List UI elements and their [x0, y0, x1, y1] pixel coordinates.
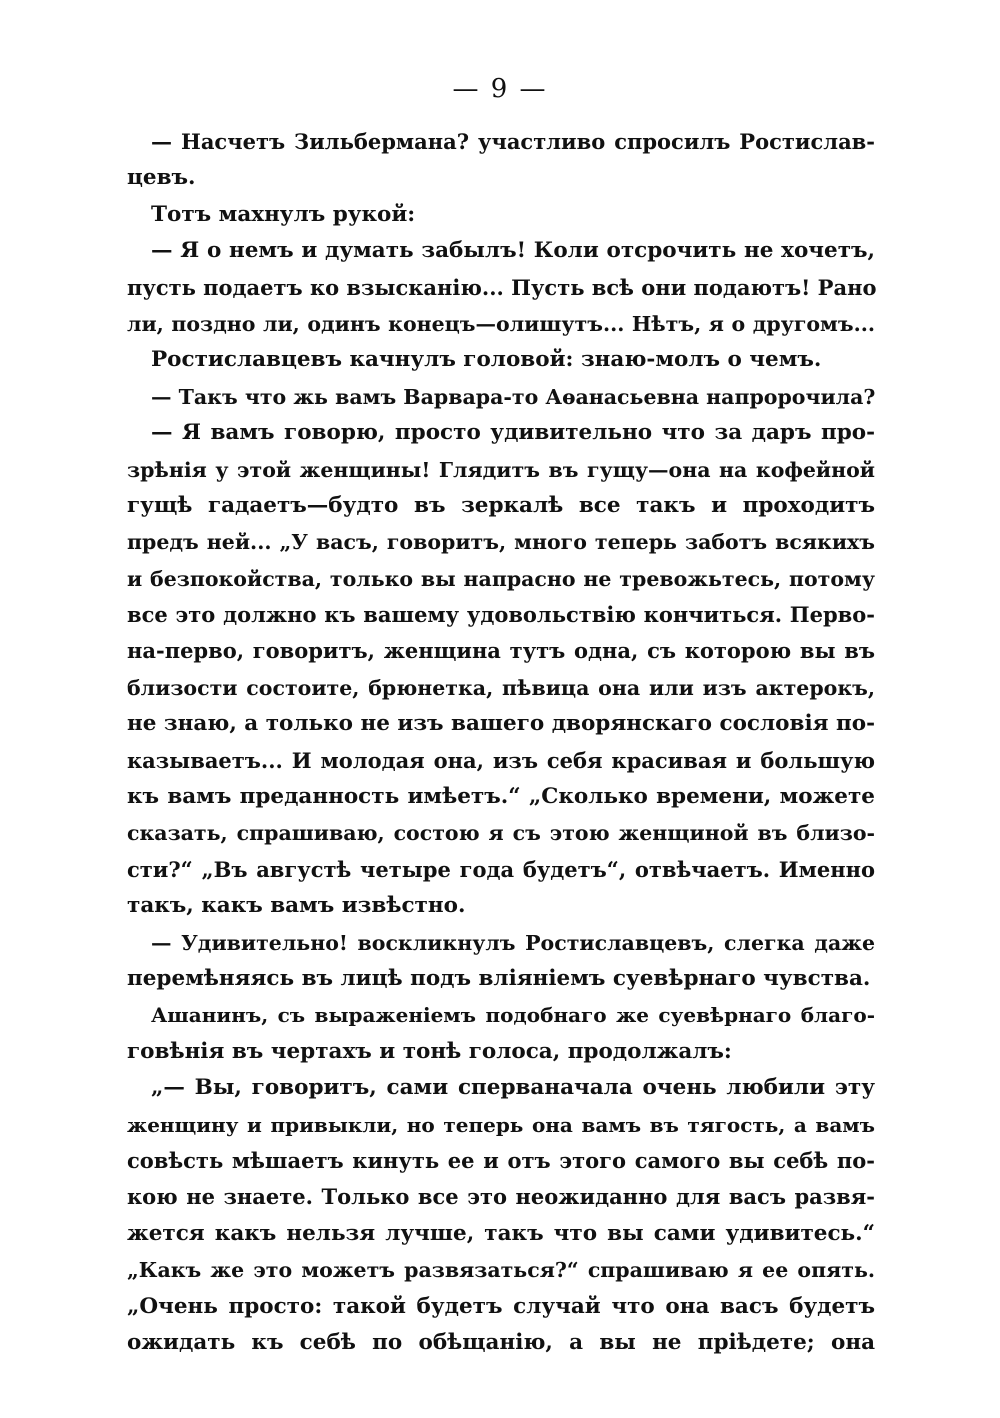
text-line: на-перво, говоритъ, женщина тутъ одна, съ которою вы въ — [127, 638, 875, 664]
text-line: Ашанинъ, съ выраженіемъ подобнаго же суевѣрнаго благо- — [151, 1003, 875, 1028]
text-line: перемѣняясь въ лицѣ подъ вліяніемъ суевѣрнаго чувства. — [127, 965, 871, 991]
text-line: — Такъ что жь вамъ Варвара-то Аѳанасьевна напророчила? — [151, 384, 876, 409]
text-line: „Какъ же это можетъ развязаться?“ спрашиваю я ее опять. — [127, 1258, 875, 1283]
text-line: сказать, спрашиваю, состою я съ этою женщиной въ близо- — [127, 821, 875, 846]
text-line: гущѣ гадаетъ—будто въ зеркалѣ все такъ и проходитъ — [127, 492, 875, 518]
text-line: и безпокойства, только вы напрасно не тревожьтесь, потому — [127, 566, 875, 591]
text-line: близости состоите, брюнетка, пѣвица она или изъ актерокъ, — [127, 675, 875, 700]
text-line: все это должно къ вашему удовольствію кончиться. Перво- — [127, 602, 875, 628]
text-line: предъ ней... „У васъ, говоритъ, много теперь заботъ всякихъ — [127, 530, 875, 555]
text-line: — Я о немъ и думать забылъ! Коли отсрочить не хочетъ, — [151, 238, 875, 264]
text-line: не знаю, а только не изъ вашего дворянскаго сословія по- — [127, 711, 875, 737]
text-line: пусть подаетъ ко взысканію... Пусть всѣ они подаютъ! Рано — [127, 274, 877, 300]
text-line: совѣсть мѣшаетъ кинуть ее и отъ этого самого вы себѣ по- — [127, 1147, 875, 1173]
text-line: Ростиславцевъ качнулъ головой: знаю-молъ о чемъ. — [151, 347, 822, 373]
text-line: зрѣнія у этой женщины! Глядитъ въ гущу—она на кофейной — [127, 457, 875, 482]
text-line: такъ, какъ вамъ извѣстно. — [127, 893, 466, 919]
page-number: — 9 — — [452, 74, 548, 104]
text-line: — Удивительно! воскликнулъ Ростиславцевъ, слегка даже — [151, 930, 875, 955]
text-line: говѣнія въ чертахъ и тонѣ голоса, продолжалъ: — [127, 1038, 732, 1064]
text-line: — Я вамъ говорю, просто удивительно что за даръ про- — [151, 420, 875, 446]
text-line: ожидать къ себѣ по обѣщанію, а вы не пріѣдете; она — [127, 1329, 875, 1355]
text-line: — Насчетъ Зильбермана? участливо спросилъ Ростислав- — [151, 129, 875, 154]
text-line: жется какъ нельзя лучше, такъ что вы сами удивитесь.“ — [127, 1220, 875, 1246]
text-line: сти?“ „Въ августѣ четыре года будетъ“, отвѣчаетъ. Именно — [127, 856, 875, 882]
text-line: ли, поздно ли, одинъ конецъ—олишутъ... Нѣтъ, я о другомъ... — [127, 311, 875, 336]
text-line: кою не знаете. Только все это неожиданно для васъ развя- — [127, 1184, 875, 1210]
text-line: „Очень просто: такой будетъ случай что она васъ будетъ — [127, 1293, 875, 1319]
text-line: къ вамъ преданность имѣетъ.“ „Сколько времени, можете — [127, 784, 875, 810]
text-body — [127, 124, 875, 1361]
text-line: цевъ. — [127, 165, 196, 191]
text-line: „— Вы, говоритъ, сами сперваначала очень любили эту — [151, 1075, 875, 1101]
text-line: Тотъ махнулъ рукой: — [151, 201, 416, 227]
text-line: казываетъ... И молодая она, изъ себя красивая и большую — [127, 747, 875, 773]
text-line: женщину и привыкли, но теперь она вамъ въ тягость, а вамъ — [127, 1112, 875, 1137]
